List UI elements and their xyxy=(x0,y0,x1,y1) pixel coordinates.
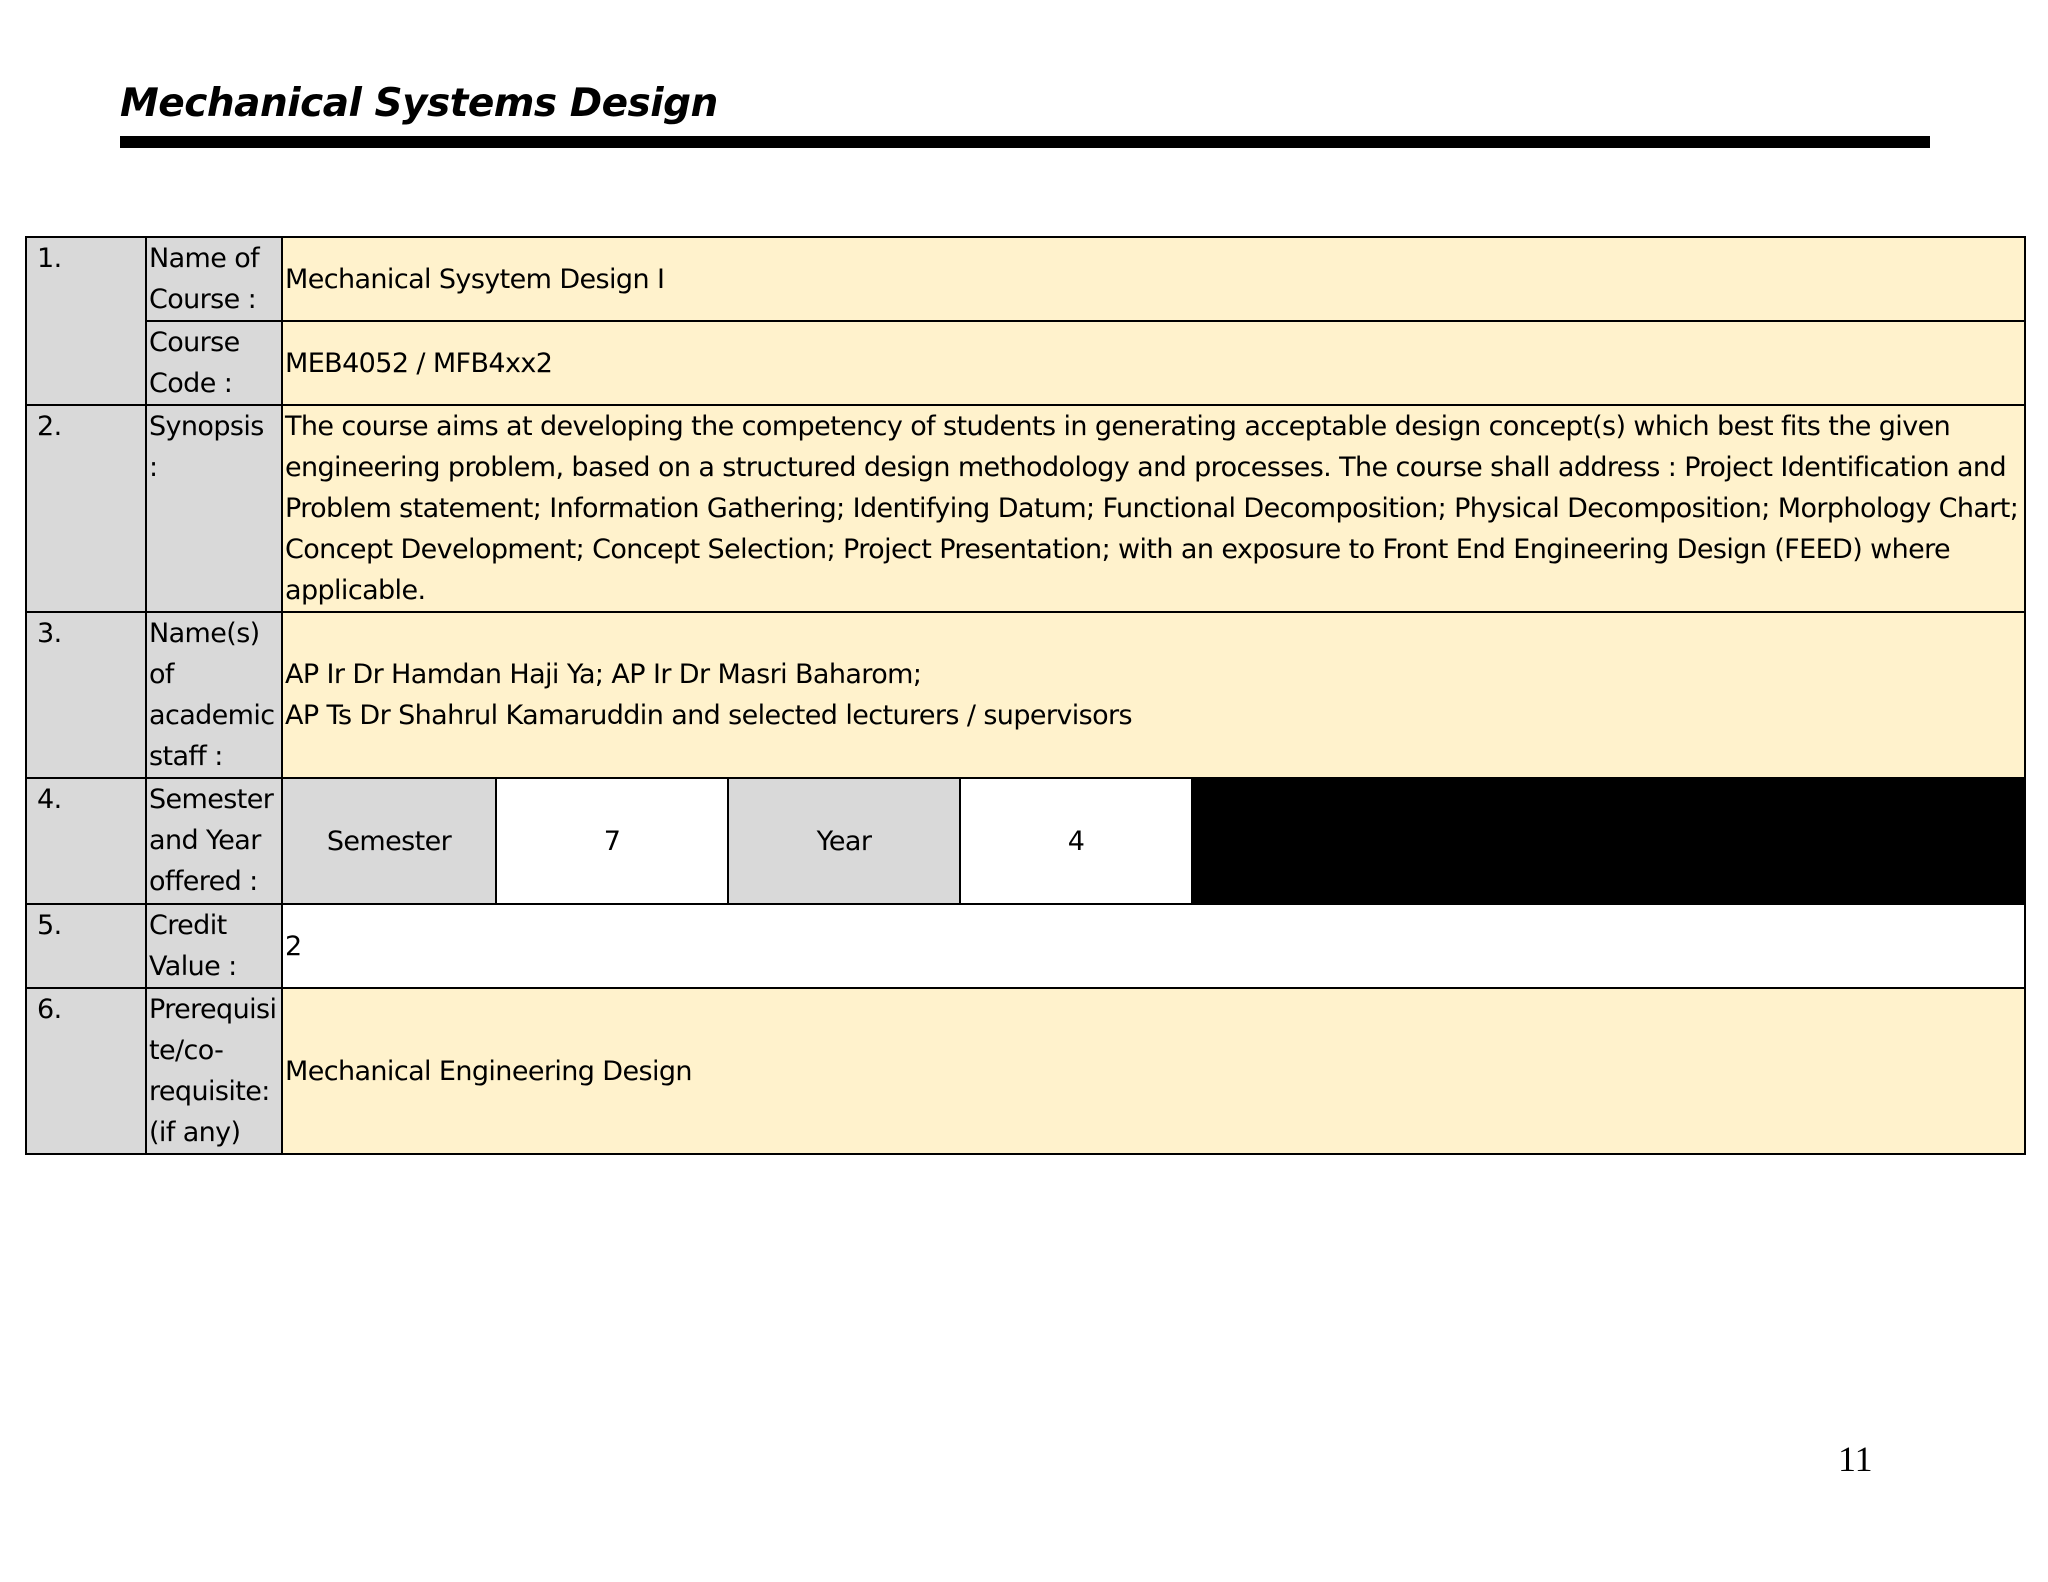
credit-value-label: Credit Value : xyxy=(146,904,282,988)
table-row-semester-year xyxy=(26,778,2025,904)
table-row-course-code xyxy=(26,321,2025,405)
synopsis-value: The course aims at developing the competency of students in generating acceptable design concept(s) which best fits the given engineering problem, based on a structured design methodology and processes. The course shall address : Project Identification and Problem statement; Information Gathering; Identifying Datum; Functional Decomposition; Physical Decomposition; Morphology Chart; Concept Development; Concept Selection; Project Presentation; with an exposure to Front End Engineering Design (FEED) where applicable. xyxy=(282,405,2025,612)
table-row-academic-staff xyxy=(26,612,2025,778)
row-number: 4. xyxy=(26,778,146,904)
semester-value: 7 xyxy=(497,779,729,903)
credit-value-value: 2 xyxy=(282,904,2025,988)
semester-year-label: Semester and Year offered : xyxy=(146,778,282,904)
year-label: Year xyxy=(729,779,961,903)
year-value: 4 xyxy=(961,779,1193,903)
row-number: 1. xyxy=(26,237,146,405)
academic-staff-value xyxy=(282,612,2025,778)
table-row-prerequisite xyxy=(26,988,2025,1154)
semester-label: Semester xyxy=(283,779,497,903)
prerequisite-value: Mechanical Engineering Design xyxy=(282,988,2025,1154)
table-row-synopsis xyxy=(26,405,2025,612)
page-title: Mechanical Systems Design xyxy=(120,81,718,126)
academic-staff-label: Name(s) of academic staff : xyxy=(146,612,282,778)
page-number: 11 xyxy=(1838,1439,1873,1479)
title-underline xyxy=(120,136,1930,148)
row-number: 2. xyxy=(26,405,146,612)
academic-staff-line-2: AP Ts Dr Shahrul Kamaruddin and selected lecturers / supervisors xyxy=(285,700,1132,731)
course-name-label: Name of Course : xyxy=(146,237,282,321)
row-number: 6. xyxy=(26,988,146,1154)
synopsis-label: Synopsis : xyxy=(146,405,282,612)
semester-year-cell xyxy=(282,778,2025,904)
course-info-table xyxy=(25,236,2026,1155)
academic-staff-line-1: AP Ir Dr Hamdan Haji Ya; AP Ir Dr Masri Baharom; xyxy=(285,659,922,690)
prerequisite-label: Prerequisite/co-requisite: (if any) xyxy=(146,988,282,1154)
course-code-value: MEB4052 / MFB4xx2 xyxy=(282,321,2025,405)
table-row-course-name xyxy=(26,237,2025,321)
course-code-label: Course Code : xyxy=(146,321,282,405)
row-number: 3. xyxy=(26,612,146,778)
table-row-credit-value xyxy=(26,904,2025,988)
course-name-value: Mechanical Sysytem Design I xyxy=(282,237,2025,321)
row-number: 5. xyxy=(26,904,146,988)
filled-black-cell xyxy=(1193,779,2024,903)
